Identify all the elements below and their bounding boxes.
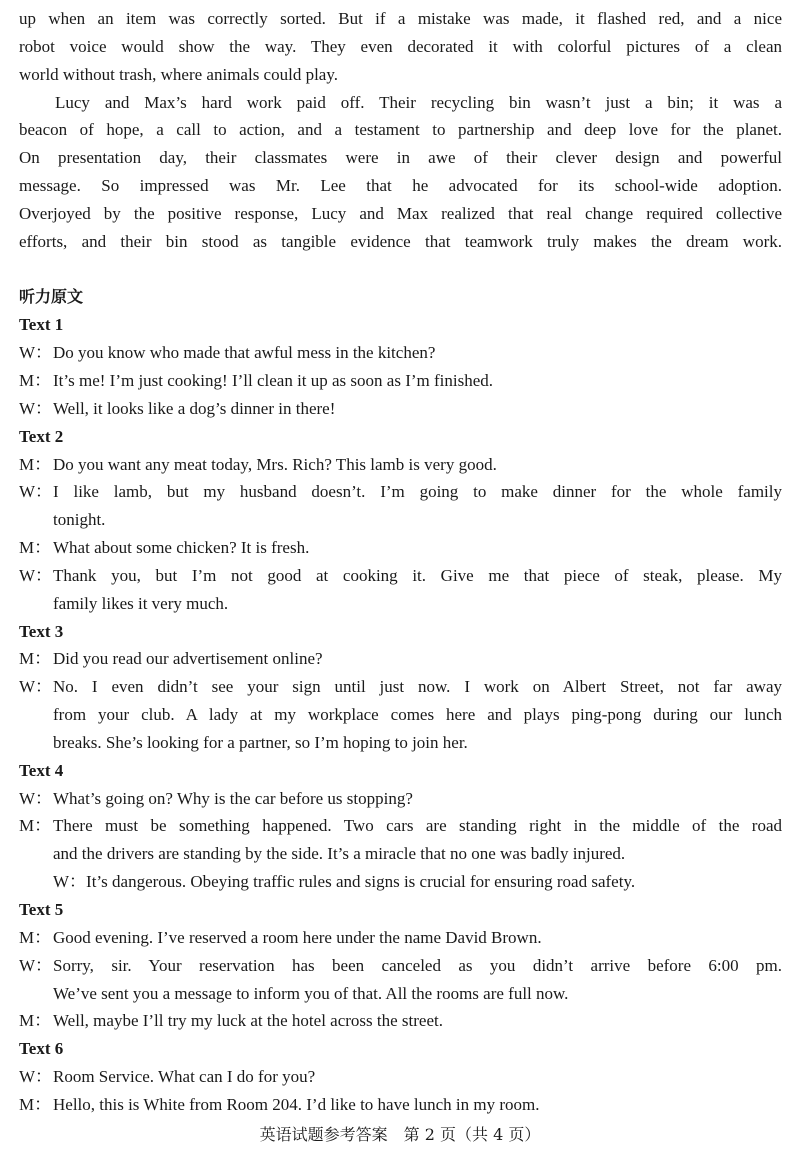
line-text: Text 6 [19, 1039, 64, 1059]
line-text: W：It’s dangerous. Obeying traffic rules and signs is crucial for ensuring road safety. [53, 872, 636, 892]
text-line [19, 1063, 782, 1091]
line-text: Do you want any meat today, Mrs. Rich? This lamb is very good. [53, 454, 497, 474]
line-text: Text 1 [19, 315, 64, 335]
text-line [19, 200, 782, 228]
section-heading [19, 423, 782, 451]
text-line [19, 451, 782, 479]
text-line [19, 144, 782, 172]
line-text: Overjoyed by the positive response, Lucy and Max realized that real change required collective [19, 203, 782, 223]
line-text: world without trash, where animals could play. [19, 64, 338, 84]
speaker-label: M： [19, 538, 52, 558]
section-heading [19, 618, 782, 646]
text-line [19, 367, 782, 395]
line-text: up when an item was correctly sorted. But if a mistake was made, it flashed red, and a nice [19, 9, 782, 28]
line-text: Thank you, but I’m not good at cooking it. Give me that piece of steak, please. My [53, 565, 782, 585]
speaker-label: M： [19, 816, 52, 836]
section-heading [19, 757, 782, 785]
text-line [19, 645, 782, 673]
line-text: Well, it looks like a dog’s dinner in there! [53, 398, 336, 418]
line-text: 听力原文 [19, 287, 84, 307]
text-line [19, 5, 782, 33]
text-line [19, 172, 782, 200]
line-text: Hello, this is White from Room 204. I’d like to have lunch in my room. [53, 1094, 540, 1114]
line-text: On presentation day, their classmates were in awe of their clever design and powerful [19, 148, 782, 168]
line-text: efforts, and their bin stood as tangible evidence that teamwork truly makes the dream work. [19, 231, 782, 251]
speaker-label: M： [19, 927, 52, 947]
speaker-label: W： [19, 1067, 53, 1087]
text-line [19, 840, 782, 868]
speaker-label: M： [19, 649, 52, 669]
speaker-label: W： [19, 482, 53, 502]
line-text: I like lamb, but my husband doesn’t. I’m going to make dinner for the whole family [53, 482, 782, 502]
line-text: tonight. [53, 510, 106, 530]
section-heading [19, 896, 782, 924]
line-text: It’s me! I’m just cooking! I’ll clean it up as soon as I’m finished. [53, 370, 494, 390]
line-text: and the drivers are standing by the side. It’s a miracle that no one was badly injured. [53, 844, 626, 864]
text-line [19, 952, 782, 980]
section-heading [19, 283, 782, 311]
text-line [19, 868, 782, 896]
text-line [19, 256, 782, 284]
speaker-label: W： [19, 343, 53, 363]
line-text: Text 4 [19, 760, 64, 780]
text-line [19, 590, 782, 618]
line-text: family likes it very much. [53, 593, 229, 613]
speaker-label: M： [19, 1011, 52, 1031]
text-line [19, 1007, 782, 1035]
text-line [19, 478, 782, 506]
line-text: Text 2 [19, 426, 64, 446]
section-heading [19, 311, 782, 339]
text-line [19, 33, 782, 61]
text-line [19, 228, 782, 256]
line-text: What’s going on? Why is the car before us stopping? [53, 788, 413, 808]
line-text: There must be something happened. Two cars are standing right in the middle of the road [53, 816, 782, 836]
text-line [19, 562, 782, 590]
text-line [19, 924, 782, 952]
line-text: robot voice would show the way. They even decorated it with colorful pictures of a clean [19, 36, 782, 56]
text-line [19, 729, 782, 757]
line-text: Well, maybe I’ll try my luck at the hotel across the street. [53, 1011, 443, 1031]
text-line [19, 701, 782, 729]
speaker-label: M： [19, 370, 52, 390]
text-line [19, 506, 782, 534]
text-line [19, 534, 782, 562]
page-footer: 英语试题参考答案 第 2 页（共 4 页） [259, 1125, 541, 1144]
text-line [19, 785, 782, 813]
line-text: breaks. She’s looking for a partner, so I’m hoping to join her. [53, 732, 468, 752]
line-text: from your club. A lady at my workplace comes here and plays ping-pong during our lunch [53, 705, 782, 725]
text-line [19, 673, 782, 701]
line-text: What about some chicken? It is fresh. [53, 538, 310, 558]
speaker-label: W： [19, 955, 53, 975]
section-heading [19, 1035, 782, 1063]
speaker-label: W： [19, 788, 53, 808]
text-line [19, 89, 782, 117]
line-text: Text 3 [19, 621, 64, 641]
text-line [19, 812, 782, 840]
line-text: Sorry, sir. Your reservation has been canceled as you didn’t arrive before 6:00 pm. [53, 955, 782, 975]
line-text: message. So impressed was Mr. Lee that he advocated for its school-wide adoption. [19, 176, 782, 196]
text-line [19, 395, 782, 423]
speaker-label: W： [19, 565, 53, 585]
line-text: Lucy and Max’s hard work paid off. Their recycling bin wasn’t just a bin; it was a [55, 92, 782, 112]
speaker-label: W： [19, 398, 53, 418]
text-line [19, 61, 782, 89]
document-body [19, 5, 782, 1119]
line-text: We’ve sent you a message to inform you of that. All the rooms are full now. [53, 983, 569, 1003]
line-text: Text 5 [19, 900, 64, 919]
line-text: Room Service. What can I do for you? [53, 1067, 316, 1087]
text-line [19, 1091, 782, 1119]
line-text: beacon of hope, a call to action, and a testament to partnership and deep love for the planet. [19, 120, 782, 140]
text-line [19, 980, 782, 1008]
line-text: Do you know who made that awful mess in the kitchen? [53, 343, 436, 363]
text-line [19, 116, 782, 144]
speaker-label: W： [19, 677, 53, 697]
text-line [19, 339, 782, 367]
line-text [19, 256, 782, 284]
speaker-label: M： [19, 1094, 52, 1114]
line-text: No. I even didn’t see your sign until just now. I work on Albert Street, not far away [53, 677, 782, 697]
line-text: Did you read our advertisement online? [53, 649, 323, 669]
line-text: Good evening. I’ve reserved a room here under the name David Brown. [53, 927, 542, 947]
speaker-label: M： [19, 454, 52, 474]
